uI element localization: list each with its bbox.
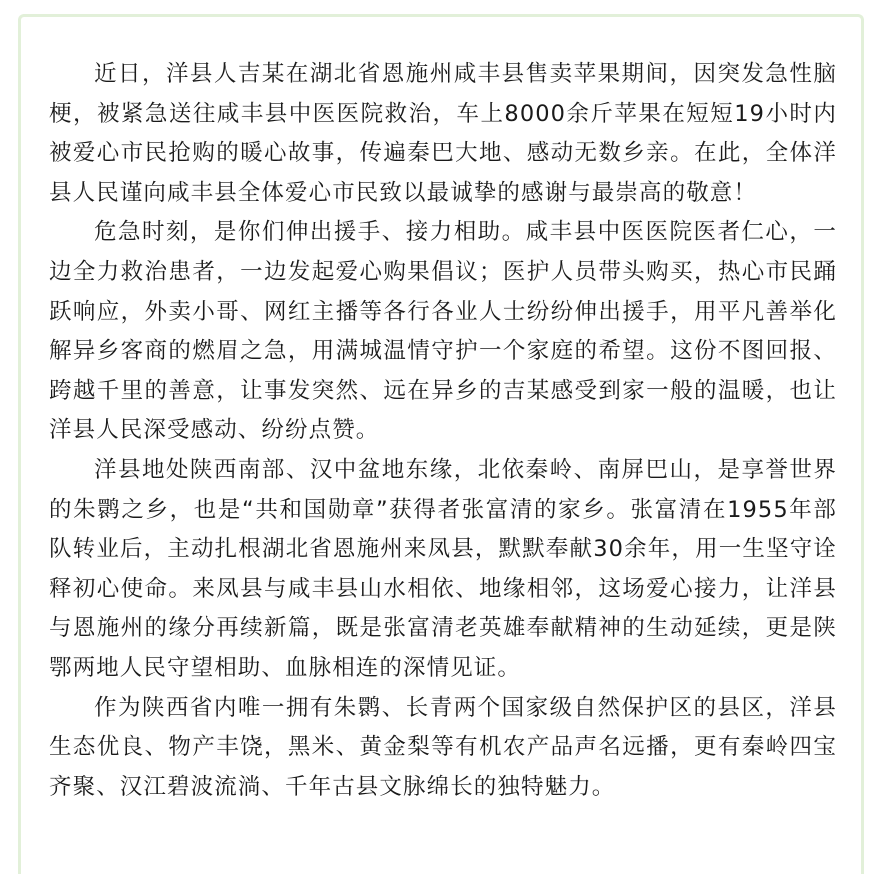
paragraph-4: 作为陕西省内唯一拥有朱鹮、长青两个国家级自然保护区的县区，洋县生态优良、物产丰饶，黑米、黄金梨等有机农产品声名远播，更有秦岭四宝齐聚、汉江碧波流淌、千年古县文脉绵长的独特魅力。 (49, 694, 837, 800)
article-frame (18, 14, 864, 874)
paragraph-3: 洋县地处陕西南部、汉中盆地东缘，北依秦岭、南屏巴山，是享誉世界的朱鹮之乡，也是“共和国勋章”获得者张富清的家乡。张富清在1955年部队转业后，主动扎根湖北省恩施州来凤县，默默奉献30余年，用一生坚守诠释初心使命。来凤县与咸丰县山水相依、地缘相邻，这场爱心接力，让洋县与恩施州的缘分再续新篇，既是张富清老英雄奉献精神的生动延续，更是陕鄂两地人民守望相助、血脉相连的深情见证。 (49, 456, 837, 681)
paragraph-1: 近日，洋县人吉某在湖北省恩施州咸丰县售卖苹果期间，因突发急性脑梗，被紧急送往咸丰县中医医院救治，车上8000余斤苹果在短短19小时内被爱心市民抢购的暖心故事，传遍秦巴大地、感动无数乡亲。在此，全体洋县人民谨向咸丰县全体爱心市民致以最诚挚的感谢与最崇高的敬意！ (49, 61, 837, 206)
article-body (49, 17, 837, 807)
paragraph-2: 危急时刻，是你们伸出援手、接力相助。咸丰县中医医院医者仁心，一边全力救治患者，一边发起爱心购果倡议；医护人员带头购买，热心市民踊跃响应，外卖小哥、网红主播等各行各业人士纷纷伸出援手，用平凡善举化解异乡客商的燃眉之急，用满城温情守护一个家庭的希望。这份不图回报、跨越千里的善意，让事发突然、远在异乡的吉某感受到家一般的温暖，也让洋县人民深受感动、纷纷点赞。 (49, 219, 837, 444)
